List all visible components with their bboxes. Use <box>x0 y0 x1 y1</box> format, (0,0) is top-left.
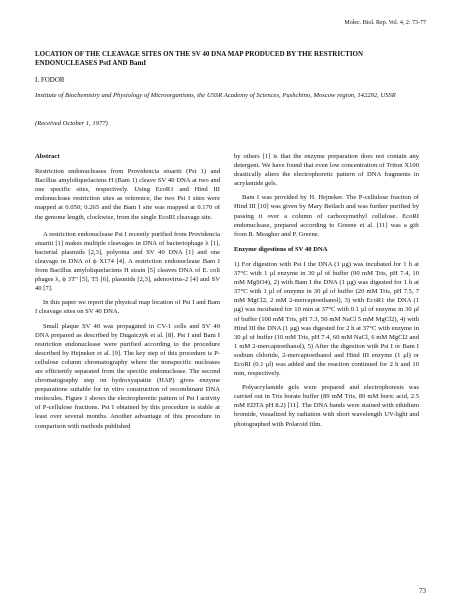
section-paragraph: 1) For digestion with Pst I the DNA (1 μg) was incubated for 1 h at 37°C with 1 μl enzyme in 30 μl of buffer (90 mM Tris, pH 7.4, 10 mM MgSO4), 2) with Bam I the DNA (1 μg) was digested for 1 h at 37°C with 1 μl of enzyme in 30 μl of buffer (20 mM Tris, pH 7.5, 7 mM MgCl2, 2 mM 2-mercaptoethanol), 3) with EcoR1 the DNA (1 μg) was incubated for 10 min at 37°C with 0.1 μl of enzyme in 30 μl of buffer (100 mM Tris, pH 7.3, 50 mM NaCl 5 mM MgCl2), 4) with Hind III the DNA (1 μg) was digested for 2 h at 37°C with enzyme in 30 μl of buffer (10 mM Tris, pH 7.4, 60 mM NaCl, 6 mM MgCl2 and 1 mM 2-mercaptoethanol), 5) After the digestion with Pst I or Bam I sodium chloride, 2-mercaptoethanol and Hind III enzyme (1 μl) or EcoRI (0.1 μl) was added and the reaction continued for 2 h and 10 min, respectively. <box>234 260 419 378</box>
abstract-heading: Abstract <box>35 153 60 160</box>
body-paragraph: Small plaque SV 40 was propagated in CV-1 cells and SV 40 DNA prepared as described by Dugaiczyk et al. [8]. Pst I and Bam I restriction endonuclease were purified according to the procedure described by Hejneker et al. [9]. The key step of this procedure is P-cellulose column chromatography where the nonspecific nucleases are efficiently separated from the specific endonuclease. The second chromatography step on hydroxyapatite (HAP) gives enzyme preparations suitable for in vitro construction of recombinant DNA molecules. Figure 1 shows the electrophoretic pattern of Pst I activity of P-cellulose fractions. Pst I obtained by this procedure is stable at least over several months. Another advantage of this procedure in comparison with methods published <box>35 322 220 430</box>
received-date: (Received October 1, 1977) <box>35 120 108 127</box>
journal-reference: Molec. Biol. Rep. Vol. 4, 2: 73-77 <box>344 20 426 26</box>
section-paragraph: Polyacrylamide gels were prepared and electrophoresis was carried out in Tris borate buffer (89 mM Tris, 89 mM boric acid, 2.5 mM EDTA pH 8.2) [11]. The DNA bands were stained with ethidium bromide, visualized by radiation with short wavelength UV-light and photographed with Polaroid film. <box>234 384 419 428</box>
body-paragraph: by others [1] is that the enzyme preparation does not contain any detergent. We have found that even low concentration of Triton X100 drastically alters the electrophoretic pattern of DNA fragments in acrylamide gels. <box>234 153 419 188</box>
body-paragraph: Bam I was provided by H. Hejneker. The P-cellulose fraction of Hind III [10] was given by Mary Betlach and was further purified by passing it over a column of carboxymethyl cellulose. EcoRI endonuclease, prepared according to Greene et al. [11] was a gift from R. Meagher and P. Greene. <box>234 194 419 238</box>
article-title: LOCATION OF THE CLEAVAGE SITES ON THE SV 40 DNA MAP PRODUCED BY THE RESTRICTION ENDONUCLEASES PstI AND BamI <box>35 50 364 68</box>
right-column <box>234 152 419 434</box>
author-name: I. FODOR <box>35 76 65 84</box>
page-number: 73 <box>419 587 426 595</box>
body-paragraph: In this paper we report the physical map location of Pst I and Bam I cleavage sites on SV 40 DNA. <box>35 299 220 316</box>
left-column <box>35 152 220 436</box>
author-affiliation: Institute of Biochemistry and Physiology of Microorganisms, the USSR Academy of Sciences, Pushchino, Moscow region, 142292, USSR <box>35 92 396 99</box>
abstract-text: Restriction endonucleases from Providencia stuartii (Pst 1) and Bacillus amyloliquefaciens H (Bam 1) cleave SV 40 DNA at two and one specific sites, respectively. Using EcoR1 and Hind III endonuclease restriction sites as reference, the two Pst I sites were mapped at 0.050; 0.265 and the Bam I site was mapped at 0.170 of the genome length, clockwise, from the single EcoRI cleavage site. <box>35 168 220 221</box>
section-heading: Enzyme digestions of SV 40 DNA <box>234 245 328 253</box>
body-paragraph: A restriction endonuclease Pst I recently purified from Providencia stuartii [1] makes multiple cleavages in DNA of bacteriophage λ [1], bacterial plasmids [2,3], polyoma and SV 40 DNA [1] and one cleavage in DNA of ϕ X174 [4]. A restriction endonuclease Bam I from Bacillus amyloliquefaciens H strain [5] cleaves DNA of E. coli phages λ, ϕ 3T" [5], T5 [6], plasmids [2,3], adenovirus-2 [4] and SV 40 [7]. <box>35 230 220 293</box>
